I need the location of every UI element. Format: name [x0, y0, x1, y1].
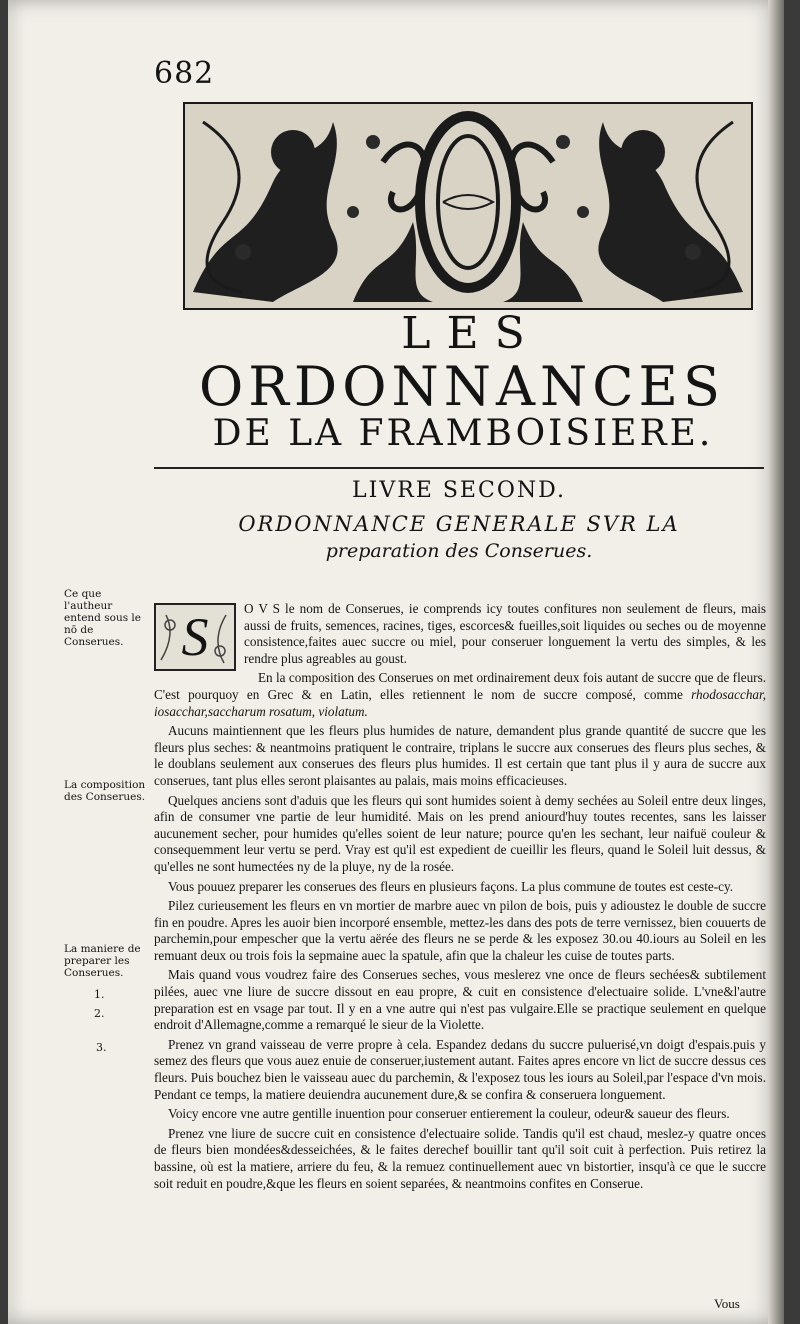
margin-note-conserues: Ce que l'autheur entend sous le nō de Conserues.: [64, 588, 142, 648]
title-rule: [154, 467, 764, 469]
paragraph-3: Aucuns maintiennent que les fleurs plus humides de nature, demandent plus grande quantité de succre que les fleurs plus seches: & neantmoins pratiquent le contraire, triplans le succre aux conserues des fleurs plus seches, & le doublans seulement aux conserues des fleurs plus humides. Il est certain que tant plus il y aura de succre aux conserues, tant plus elles seront plaisantes au palais, mais moins efficacieuses.: [154, 723, 766, 788]
paragraph-1: [154, 601, 766, 667]
margin-number-1: 1.: [94, 988, 105, 1001]
dropcap: [154, 603, 236, 671]
title-framboisiere: DE LA FRAMBOISIERE.: [212, 413, 714, 454]
ordonnance-title: ORDONNANCE GENERALE SVR LA: [238, 512, 680, 536]
paragraph-10: Prenez vne liure de succre cuit en consistence d'electuaire solide. Tandis qu'il est chaud, meslez-y quatre onces de fleurs bien mondées&desseichées, & le faites derechef bouillir tant qu'il soit cuit à perfection. Puis retirez la bassine, où est la matiere, arriere du feu, & la remuez continuellement auec vn bistortier, insqu'à ce que le succre soit reduit en poudre,&que les fleurs en soient separées, & neantmoins confites en Conserue.: [154, 1125, 766, 1191]
dropcap-letter: S: [181, 607, 209, 667]
title-ordonnances: ORDONNANCES: [199, 355, 725, 418]
paragraph-6: Pilez curieusement les fleurs en vn mortier de marbre auec vn pilon de bois, puis y adioustez le double de succre fin en poudre. Apres les auoir bien incorporé ensemble, mettez-les dans des pots de terre vernissez, bien couuerts de parchemin,pour empescher que la vertu aërée des fleurs ne se perde & les exposez 30.ou 40.iours au Soleil en les remuant deux ou trois fois la sepmaine auec la spatule, afin que la chaleur les cuise de toutes parts.: [154, 898, 766, 963]
body-text: [154, 601, 766, 1195]
paragraph-5: Vous pouuez preparer les conserues des fleurs en plusieurs façons. La plus commune de toutes est ceste-cy.: [168, 878, 734, 894]
paragraph-2: [154, 670, 766, 720]
ordonnance-subtitle: preparation des Conserues.: [325, 540, 593, 562]
paragraph-1-text: O V S le nom de Conserues, ie comprends icy toutes confitures non seulement de fleurs, mais aussi de fruits, semences, racines, tiges, escorces& fueilles,soit liquides ou seches ou de moyenne consistence,faites auec succre ou miel, pour conseruer longuement la vertu des simples, & les rendre plus agreables au goust.: [244, 601, 766, 666]
margin-number-2: 2.: [94, 1007, 105, 1020]
paragraph-2-text: En la composition des Conserues on met ordinairement deux fois autant de succre que de fleurs. C'est pourquoy en Grec & en Latin, elles retiennent le nom de succre composé, comme: [154, 670, 766, 702]
catchword: Vous: [714, 1296, 740, 1311]
paragraph-2-latin: rhodosacchar, iosacchar,saccharum rosatum, violatum.: [154, 686, 766, 719]
paragraph-9: Voicy encore vne autre gentille inuention pour conseruer entierement la couleur, odeur& saueur des fleurs.: [168, 1106, 730, 1122]
margin-note-maniere: La maniere de preparer les Conserues.: [64, 943, 141, 979]
margin-number-3: 3.: [96, 1041, 107, 1054]
paragraph-7: Mais quand vous voudrez faire des Conserues seches, vous meslerez vne once de fleurs sechées& subtilement pilées, auec vne liure de succre dissout en eau propre, & cuit en consistence d'electuaire solide. L'vne&l'autre preparation est en vsage par tout. Il y en a vne autre qui n'est pas vulgaire.Elle se practique seulement en quelque endroit d'Allemagne,comme a remarqué le sieur de la Violette.: [154, 967, 766, 1033]
paragraph-4: Quelques anciens sont d'aduis que les fleurs qui sont humides soient à demy sechées au Soleil entre deux linges, afin de consumer vne partie de leur humidité. Mais on les prend aniourd'huy toutes recentes, sans les laisser aucunement secher, pour humides qu'elles soient de leur nature; pource qu'en les sechant, leur naifuë couleur & consequemment leur vertu se perd. Vray est qu'il est expedient de cueillir les fleurs, quand le Soleil luit dessus, & qu'elles ne sont humectées ny de la pluye, ny de la rosée.: [154, 792, 766, 874]
page-number: 682: [154, 56, 215, 91]
book-page: [8, 0, 784, 1324]
page-edge-shadow: [768, 0, 784, 1324]
livre-heading: LIVRE SECOND.: [352, 478, 566, 503]
woodcut-headpiece: [183, 102, 753, 310]
paragraph-8: Prenez vn grand vaisseau de verre propre à cela. Espandez dedans du succre puluerisé,vn doigt d'espais.puis y semez des fleurs que vous auez enuie de conseruer,iustement autant. Faites apres encore vn lict de succre dessus ces fleurs. Puis bouchez bien le vaisseau auec du parchemin, & l'exposez tous les iours au Soleil,par l'espace d'vn mois. Pendant ce temps, la matiere deuiendra aucunement dure,& se confira & conseruera longuement.: [154, 1036, 766, 1102]
title-les: LES: [401, 308, 541, 359]
margin-note-composition: La composition des Conserues.: [64, 779, 146, 803]
